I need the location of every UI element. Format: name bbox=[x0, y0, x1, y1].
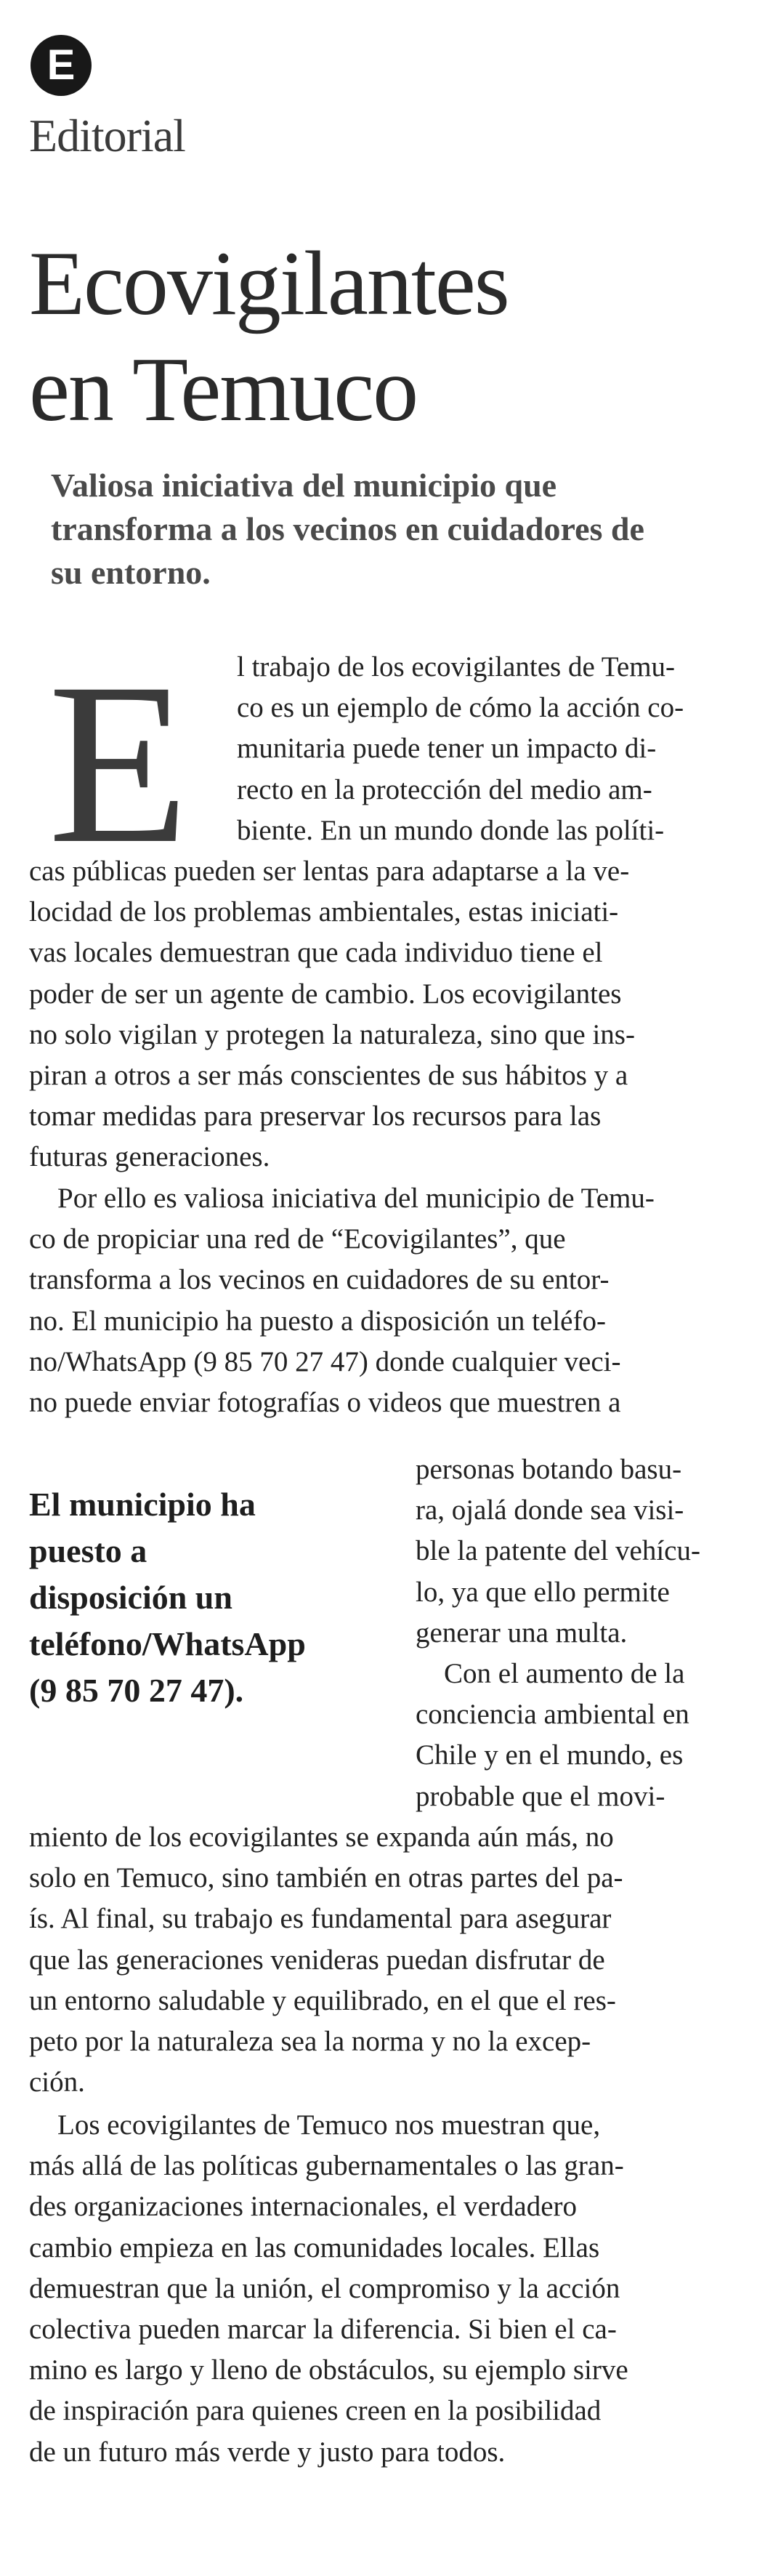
paragraph-2 bbox=[29, 1178, 756, 1423]
body-line: generar una multa. bbox=[416, 1617, 628, 1649]
body-line: un entorno saludable y equilibrado, en el que el res- bbox=[29, 1984, 616, 2016]
paragraph-3 bbox=[29, 1817, 756, 2103]
body-line: Por ello es valiosa iniciativa del municipio de Temu- bbox=[29, 1183, 655, 1214]
body-line: lo, ya que ello permite bbox=[416, 1576, 670, 1608]
body-line: más allá de las políticas gubernamentales o las gran- bbox=[29, 2150, 624, 2182]
body-line: miento de los ecovigilantes se expanda aún más, no bbox=[29, 1822, 614, 1853]
body-line: de inspiración para quienes creen en la posibilidad bbox=[29, 2395, 602, 2427]
section-badge: E bbox=[31, 35, 92, 96]
body-line: no. El municipio ha puesto a disposición un teléfo- bbox=[29, 1305, 606, 1337]
body-line: l trabajo de los ecovigilantes de Temu- bbox=[237, 651, 676, 683]
body-line: poder de ser un agente de cambio. Los ecovigilantes bbox=[29, 978, 622, 1010]
body-line: transforma a los vecinos en cuidadores de su entor- bbox=[29, 1264, 610, 1296]
body-line: co de propiciar una red de “Ecovigilantes”, que bbox=[29, 1223, 566, 1255]
subtitle-line: transforma a los vecinos en cuidadores de bbox=[51, 510, 644, 547]
body-line: Chile y en el mundo, es bbox=[416, 1739, 684, 1771]
body-line: ís. Al final, su trabajo es fundamental para asegurar bbox=[29, 1903, 612, 1935]
body-line: cambio empieza en las comunidades locales. Ellas bbox=[29, 2231, 600, 2263]
paragraph-1-rest bbox=[29, 851, 756, 1178]
body-line: peto por la naturaleza sea la norma y no la excep- bbox=[29, 2026, 591, 2058]
headline-line: en Temuco bbox=[29, 339, 418, 440]
pull-quote-line: disposición un bbox=[29, 1579, 232, 1616]
drop-cap: E bbox=[48, 635, 190, 891]
body-line: biente. En un mundo donde las políti- bbox=[237, 814, 665, 846]
body-line: vas locales demuestran que cada individuo tiene el bbox=[29, 937, 603, 969]
body-line: recto en la protección del medio am- bbox=[237, 773, 652, 805]
article-headline bbox=[29, 231, 756, 443]
body-line: locidad de los problemas ambientales, estas iniciati- bbox=[29, 896, 619, 928]
body-line: colectiva pueden marcar la diferencia. Si bien el ca- bbox=[29, 2314, 617, 2346]
body-line: munitaria puede tener un impacto di- bbox=[237, 733, 657, 765]
body-line: conciencia ambiental en bbox=[416, 1699, 689, 1731]
body-line: ble la patente del vehícu- bbox=[416, 1535, 700, 1567]
body-line: no/WhatsApp (9 85 70 27 47) donde cualquier veci- bbox=[29, 1345, 621, 1377]
body-line: que las generaciones venideras puedan disfrutar de bbox=[29, 1944, 605, 1976]
paragraph-4 bbox=[29, 2105, 756, 2473]
body-line: no solo vigilan y protegen la naturaleza, sino que ins- bbox=[29, 1018, 635, 1050]
body-line: solo en Temuco, sino también en otras partes del pa- bbox=[29, 1862, 623, 1894]
pull-quote-line: puesto a bbox=[29, 1532, 147, 1569]
headline-line: Ecovigilantes bbox=[29, 233, 509, 334]
paragraph-1-top bbox=[237, 647, 760, 851]
body-line: ción. bbox=[29, 2066, 85, 2098]
subtitle-line: su entorno. bbox=[51, 554, 211, 591]
section-label: Editorial bbox=[29, 110, 185, 161]
body-line: demuestran que la unión, el compromiso y la acción bbox=[29, 2272, 620, 2304]
body-line: piran a otros a ser más conscientes de sus hábitos y a bbox=[29, 1060, 628, 1092]
body-line: Los ecovigilantes de Temuco nos muestran que, bbox=[29, 2109, 601, 2141]
body-line: probable que el movi- bbox=[416, 1780, 665, 1812]
pull-quote-line: (9 85 70 27 47). bbox=[29, 1672, 244, 1709]
body-line: no puede enviar fotografías o videos que muestren a bbox=[29, 1387, 621, 1419]
body-line: co es un ejemplo de cómo la acción co- bbox=[237, 692, 684, 724]
body-line: tomar medidas para preservar los recursos para las bbox=[29, 1100, 602, 1132]
body-line: Con el aumento de la bbox=[416, 1658, 685, 1690]
body-line: de un futuro más verde y justo para todos. bbox=[29, 2436, 506, 2468]
pull-quote bbox=[29, 1481, 392, 1714]
pull-quote-line: teléfono/WhatsApp bbox=[29, 1625, 306, 1662]
pull-quote-line: El municipio ha bbox=[29, 1486, 256, 1523]
body-line: futuras generaciones. bbox=[29, 1141, 270, 1173]
body-line: mino es largo y lleno de obstáculos, su ejemplo sirve bbox=[29, 2354, 628, 2386]
body-line: cas públicas pueden ser lentas para adaptarse a la ve- bbox=[29, 856, 630, 887]
body-line: personas botando basu- bbox=[416, 1454, 682, 1485]
body-line: ra, ojalá donde sea visi- bbox=[416, 1494, 684, 1526]
subtitle-line: Valiosa iniciativa del municipio que bbox=[51, 467, 557, 504]
right-column-text bbox=[416, 1449, 764, 1817]
body-line: des organizaciones internacionales, el verdadero bbox=[29, 2191, 578, 2223]
article-subtitle bbox=[51, 464, 748, 595]
